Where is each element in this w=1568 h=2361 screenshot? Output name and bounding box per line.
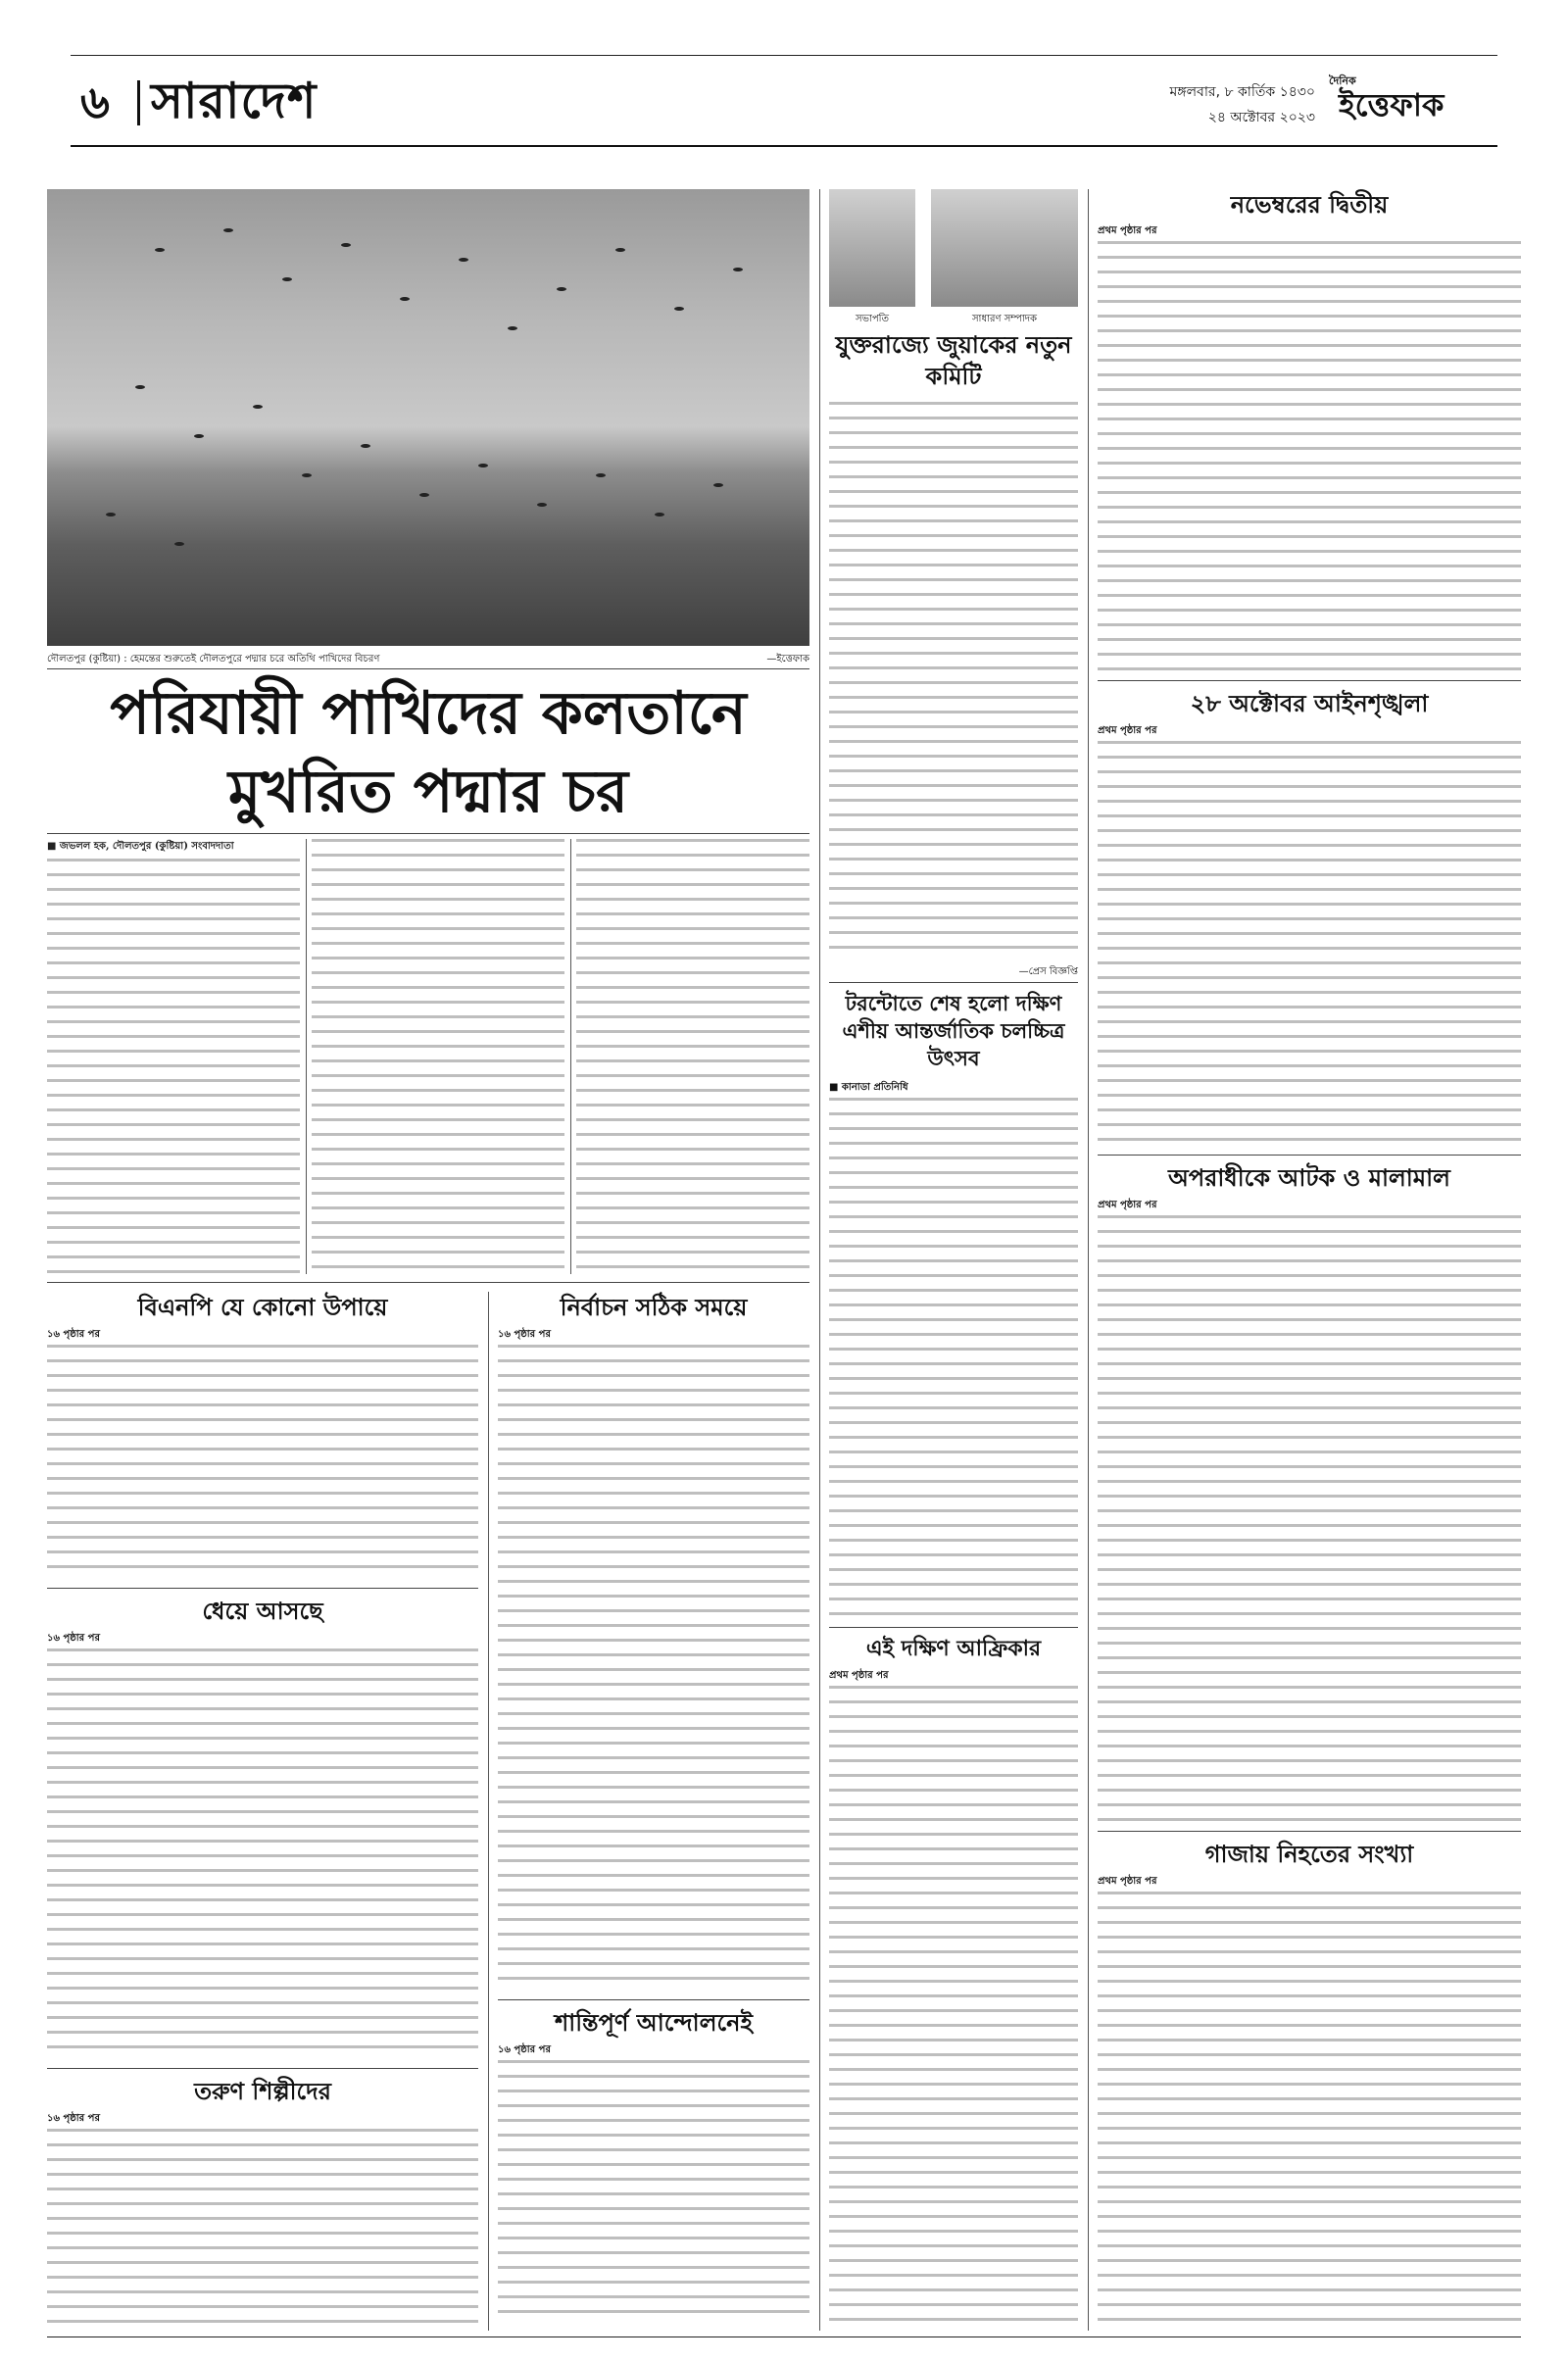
october28-headline: ২৮ অক্টোবর আইনশৃঙ্খলা [1190,690,1429,717]
paper-logo-small: দৈনিক [1329,74,1356,87]
yuktarajya-headline: যুক্তরাজ্যে জুয়াকের নতুন কমিটি [835,331,1072,390]
shanti-jump: ১৬ পৃষ্ঠার পর [498,2044,551,2055]
photo-credit: —ইত্তেফাক [766,654,809,664]
africa-headline: এই দক্ষিণ আফ্রিকার [865,1637,1042,1661]
dheye-jump: ১৬ পৃষ্ঠার পর [47,1633,100,1644]
gaza-body [1098,1892,1521,2325]
dheye-body [47,1648,478,2060]
shanti-headline: শান্তিপূর্ণ আন্দোলনেই [555,2009,753,2037]
portrait-right-caption: সাধারণ সম্পাদক [971,314,1038,324]
aparadhi-jump: প্রথম পৃষ্ঠার পর [1098,1200,1157,1210]
portrait-left-caption: সভাপতি [855,314,890,324]
october28-jump: প্রথম পৃষ্ঠার পর [1098,725,1157,736]
africa-jump: প্রথম পৃষ্ঠার পর [829,1670,889,1681]
nirbachon-jump: ১৬ পৃষ্ঠার পর [498,1329,551,1340]
lead-byline: ■ জভলল হক, দৌলতপুর (কুষ্টিয়া) সংবাদদাতা [47,841,234,852]
shanti-body [498,2060,809,2325]
africa-body [829,1686,1078,2325]
november-jump: প্রথম পৃষ্ঠার পর [1098,225,1157,236]
toronto-byline: ■ কানাডা প্রতিনিধি [829,1082,908,1093]
aparadhi-body [1098,1215,1521,1823]
toronto-body [829,1098,1078,1617]
lead-headline-line-1: পরিযায়ী পাখিদের কলতানে [110,679,747,748]
tarun-jump: ১৬ পৃষ্ঠার পর [47,2113,100,2124]
bnp-body [47,1345,478,1580]
portrait-president [829,189,915,307]
october28-body [1098,741,1521,1147]
dheye-headline: ধেয়ে আসছে [202,1598,323,1625]
photo-caption: দৌলতপুর (কুষ্টিয়া) : হেমন্তের শুরুতেই দৌলতপুরে পদ্মার চরে অতিথি পাখিদের বিচরণ [47,654,380,664]
bnp-jump: ১৬ পৃষ্ঠার পর [47,1329,100,1340]
lead-body-col-1 [47,859,300,1274]
yuktarajya-credit: —প্রেস বিজ্ঞপ্তি [1018,966,1078,977]
gaza-jump: প্রথম পৃষ্ঠার পর [1098,1876,1157,1887]
november-body [1098,241,1521,672]
yuktarajya-body [829,402,1078,960]
date-line-2: ২৪ অক্টোবর ২০২৩ [1207,110,1315,125]
november-headline: নভেম্বরের দ্বিতীয় [1230,191,1389,219]
portrait-general-secretary [931,189,1078,307]
lead-photo [47,189,809,646]
nirbachon-headline: নির্বাচন সঠিক সময়ে [560,1294,748,1321]
bnp-headline: বিএনপি যে কোনো উপায়ে [137,1294,388,1321]
section-title: সারাদেশ [151,73,318,129]
gaza-headline: গাজায় নিহতের সংখ্যা [1204,1841,1414,1868]
tarun-headline: তরুণ শিল্পীদের [194,2078,331,2105]
tarun-body [47,2129,478,2325]
lead-body-col-2 [312,839,564,1274]
nirbachon-body [498,1345,809,1992]
paper-logo-name: ইত্তেফাক [1339,86,1445,123]
lead-body-col-3 [576,839,809,1274]
toronto-headline: টরন্টোতে শেষ হলো দক্ষিণ এশীয় আন্তর্জাতিক চলচ্চিত্র উৎসব [842,992,1065,1070]
section-divider [137,80,140,125]
page-number: ৬ [80,75,110,128]
aparadhi-headline: অপরাধীকে আটক ও মালামাল [1168,1164,1450,1192]
paper-logo [1329,73,1497,125]
lead-headline-line-2: মুখরিত পদ্মার চর [227,758,629,826]
date-line-1: মঙ্গলবার, ৮ কার্তিক ১৪৩০ [1169,84,1315,100]
